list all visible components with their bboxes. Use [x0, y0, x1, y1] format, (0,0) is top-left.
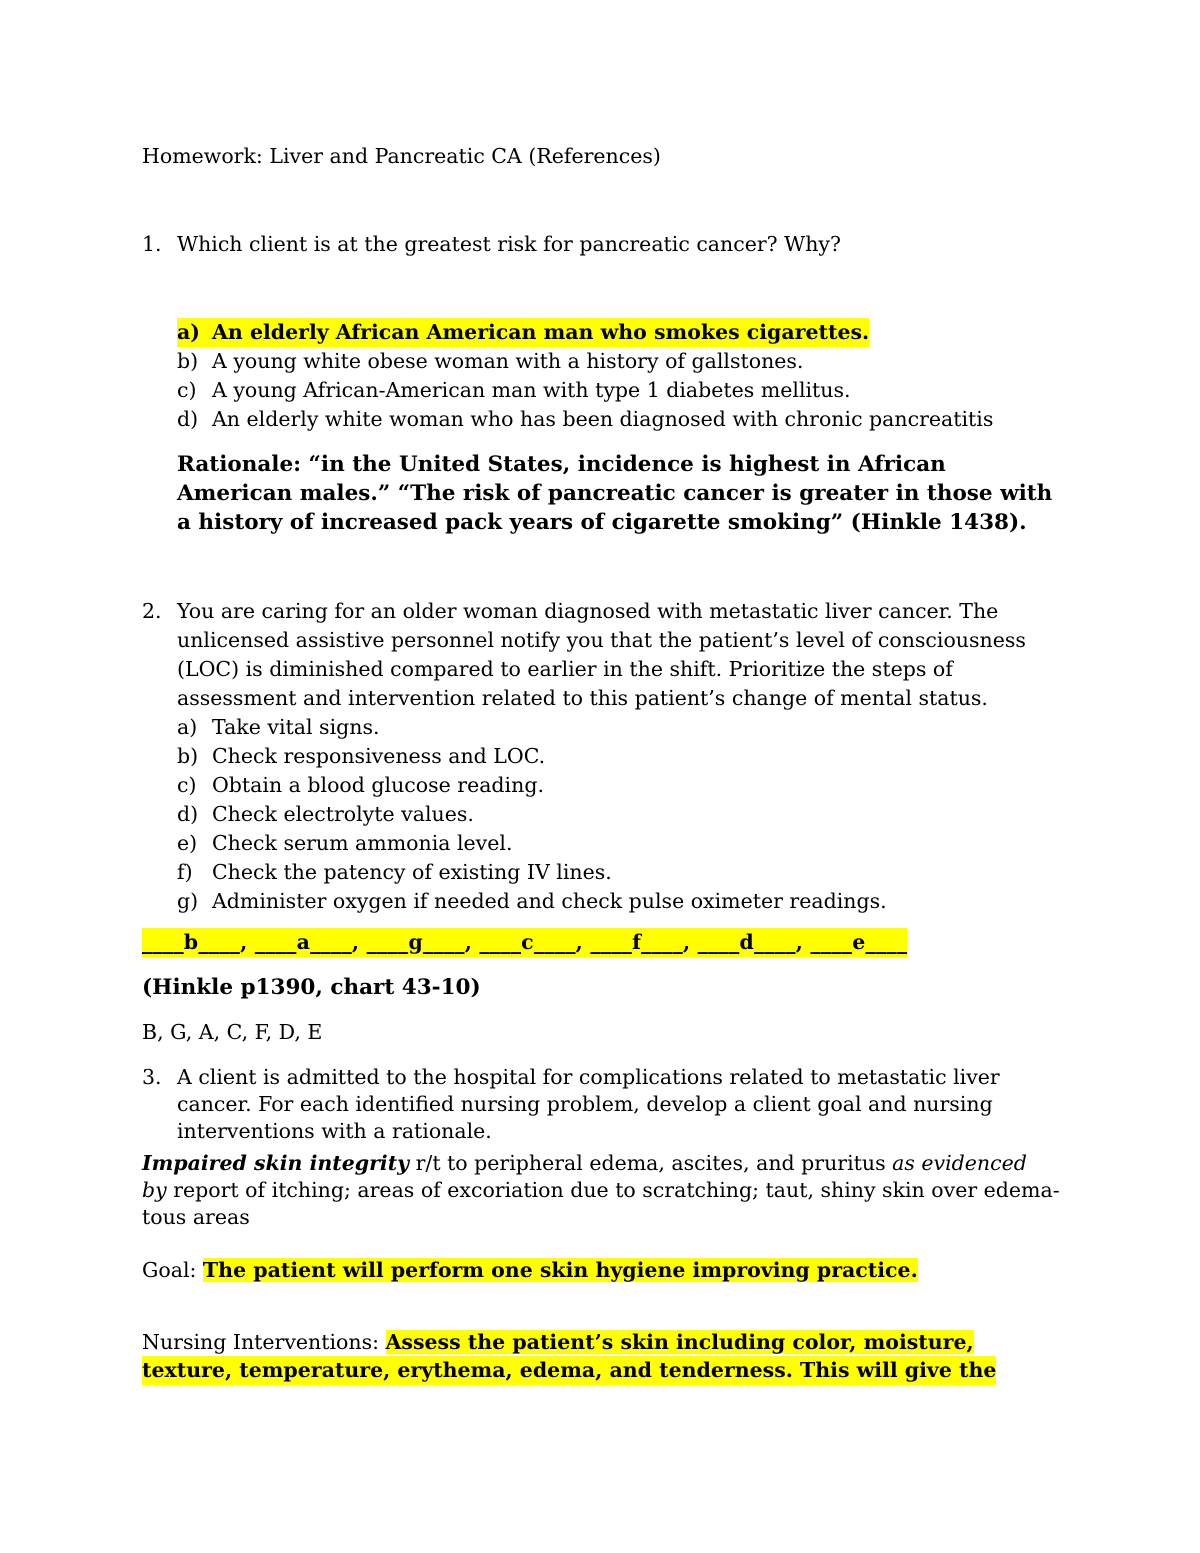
option-text: An elderly white woman who has been diagnosed with chronic pancreatitis — [212, 407, 994, 431]
question-2-option-a — [177, 713, 379, 742]
document-title: Homework: Liver and Pancreatic CA (References) — [142, 144, 661, 168]
question-2-answer-line: ____b____, ____a____, ____g____, ____c____, ____f____, ____d____, ____e____ — [142, 928, 907, 957]
question-1-number: 1. — [142, 232, 162, 256]
goal-line — [142, 1256, 918, 1285]
interventions-label: Nursing Interventions: — [142, 1330, 386, 1354]
question-2-line-3: (LOC) is diminished compared to earlier in the shift. Prioritize the steps of — [177, 657, 953, 681]
problem-title: Impaired skin integrity — [142, 1151, 410, 1175]
question-2-option-b — [177, 742, 545, 771]
option-letter: b) — [177, 744, 199, 768]
problem-text-2: report of itching; areas of excoriation due to scratching; taut, shiny skin over edema- — [166, 1178, 1060, 1202]
option-letter: e) — [177, 831, 198, 855]
option-letter: a) — [177, 320, 200, 344]
problem-by: by — [142, 1178, 167, 1202]
option-text: A young white obese woman with a history of gallstones. — [212, 349, 804, 373]
option-text: A young African-American man with type 1 diabetes mellitus. — [212, 378, 851, 402]
question-2-option-e — [177, 829, 512, 858]
option-text: Take vital signs. — [212, 715, 380, 739]
option-text: Check the patency of existing IV lines. — [212, 860, 612, 884]
question-1-option-c — [177, 376, 851, 405]
option-text: Obtain a blood glucose reading. — [212, 773, 544, 797]
question-2-line-1: You are caring for an older woman diagnosed with metastatic liver cancer. The — [177, 599, 999, 623]
option-letter: b) — [177, 349, 199, 373]
interventions-text-1: Assess the patient’s skin including color, moisture, — [385, 1330, 974, 1354]
question-1-rationale-line-3: a history of increased pack years of cigarette smoking” (Hinkle 1438). — [177, 510, 1027, 535]
question-2-line-2: unlicensed assistive personnel notify you that the patient’s level of consciousness — [177, 628, 1026, 652]
question-2-option-c — [177, 771, 544, 800]
goal-label: Goal: — [142, 1258, 203, 1282]
option-text: Administer oxygen if needed and check pulse oximeter readings. — [212, 889, 887, 913]
problem-aeb: as evidenced — [892, 1151, 1027, 1175]
option-text: Check responsiveness and LOC. — [212, 744, 546, 768]
option-text: Check serum ammonia level. — [212, 831, 513, 855]
question-2-option-g — [177, 887, 887, 916]
option-letter: d) — [177, 802, 199, 826]
nursing-problem-line-3: tous areas — [142, 1205, 250, 1229]
question-2-option-d — [177, 800, 474, 829]
question-3-line-2: cancer. For each identified nursing problem, develop a client goal and nursing — [177, 1092, 993, 1116]
option-text: An elderly African American man who smokes cigarettes. — [212, 320, 870, 344]
nursing-problem-line-2 — [142, 1176, 1060, 1205]
question-1-rationale-line-2: American males.” “The risk of pancreatic cancer is greater in those with — [177, 481, 1053, 506]
option-letter: a) — [177, 715, 198, 739]
interventions-line-2: texture, temperature, erythema, edema, and tenderness. This will give the — [142, 1356, 996, 1385]
question-1-option-a — [177, 318, 869, 347]
option-letter: c) — [177, 378, 197, 402]
question-1-rationale-line-1: Rationale: “in the United States, incidence is highest in African — [177, 452, 946, 477]
question-2-reference: (Hinkle p1390, chart 43-10) — [142, 975, 481, 1000]
option-letter: c) — [177, 773, 197, 797]
question-1-option-b — [177, 347, 803, 376]
question-2-number: 2. — [142, 599, 162, 623]
option-letter: d) — [177, 407, 199, 431]
question-2-line-4: assessment and intervention related to this patient’s change of mental status. — [177, 686, 988, 710]
problem-text: r/t to peripheral edema, ascites, and pruritus — [409, 1151, 893, 1175]
option-text: Check electrolyte values. — [212, 802, 474, 826]
question-3-line-1: A client is admitted to the hospital for complications related to metastatic liver — [177, 1065, 1000, 1089]
question-3-line-3: interventions with a rationale. — [177, 1119, 492, 1143]
question-2-order: B, G, A, C, F, D, E — [142, 1020, 323, 1044]
question-2-option-f — [177, 858, 612, 887]
option-letter: g) — [177, 889, 199, 913]
nursing-problem-line-1 — [142, 1149, 1027, 1178]
question-3-number: 3. — [142, 1065, 162, 1089]
option-letter: f) — [177, 860, 193, 884]
question-1-text: Which client is at the greatest risk for pancreatic cancer? Why? — [177, 232, 841, 256]
interventions-line-1 — [142, 1328, 974, 1357]
question-1-option-d — [177, 405, 993, 434]
goal-text: The patient will perform one skin hygiene improving practice. — [202, 1258, 918, 1282]
